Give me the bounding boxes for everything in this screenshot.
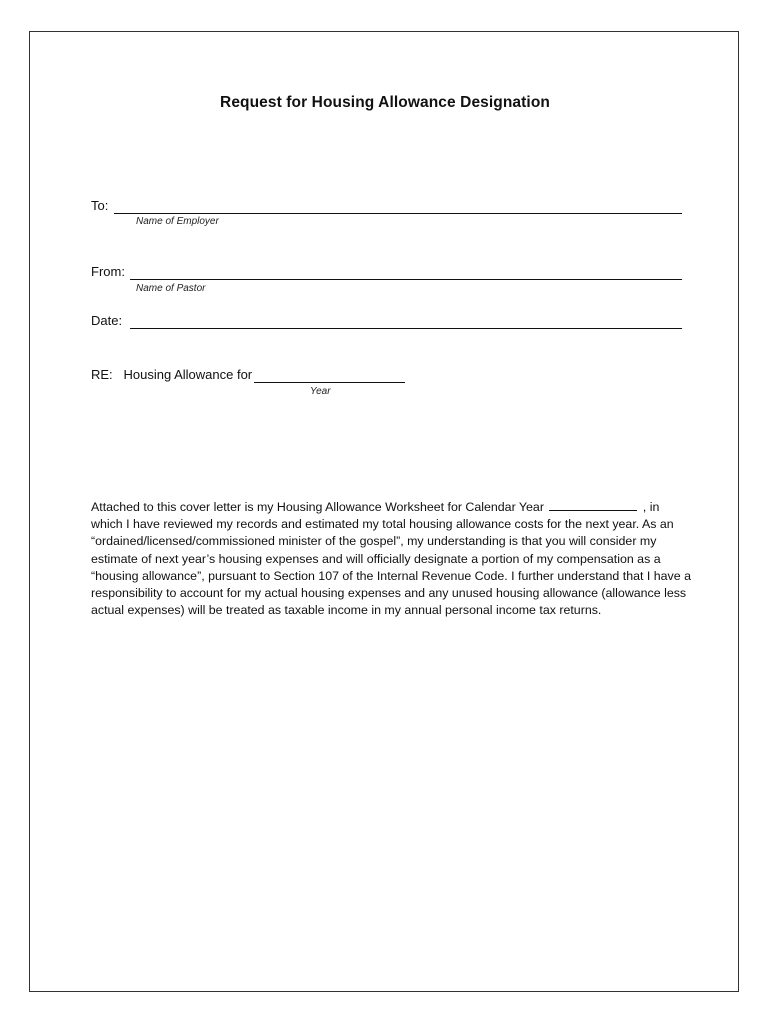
from-input-line[interactable] [130,265,682,280]
re-label: RE: Housing Allowance for [91,367,253,382]
calendar-year-input-line[interactable] [549,499,637,511]
date-label: Date: [91,313,123,328]
to-caption: Name of Employer [136,216,219,227]
year-caption: Year [310,386,331,397]
to-label: To: [91,198,109,213]
from-row [91,264,682,280]
document-title: Request for Housing Allowance Designation [220,94,550,111]
from-label: From: [91,264,125,279]
to-row [91,198,682,214]
re-row [91,367,405,383]
date-input-line[interactable] [130,314,682,329]
body-paragraph [91,499,691,619]
body-intro: Attached to this cover letter is my Housing Allowance Worksheet for Calendar Year [91,500,544,514]
body-rest: in which I have reviewed my records and estimated my total housing allowance costs for the next year. As an “ordained/licensed/commissioned minister of the gospel”, my understanding is that you will consider my estimate of next year’s housing expenses and will officially designate a portion of my compensation as a “housing allowance”, pursuant to Section 107 of the Internal Revenue Code. I further understand that I have a responsibility to account for my actual housing expenses and any unused housing allowance (allowance less actual expenses) will be treated as taxable income in my annual personal income tax returns. [91,500,691,618]
date-row [91,313,682,329]
year-input-line[interactable] [254,368,405,383]
to-input-line[interactable] [114,199,682,214]
from-caption: Name of Pastor [136,283,206,294]
body-after-blank: , [639,500,647,514]
